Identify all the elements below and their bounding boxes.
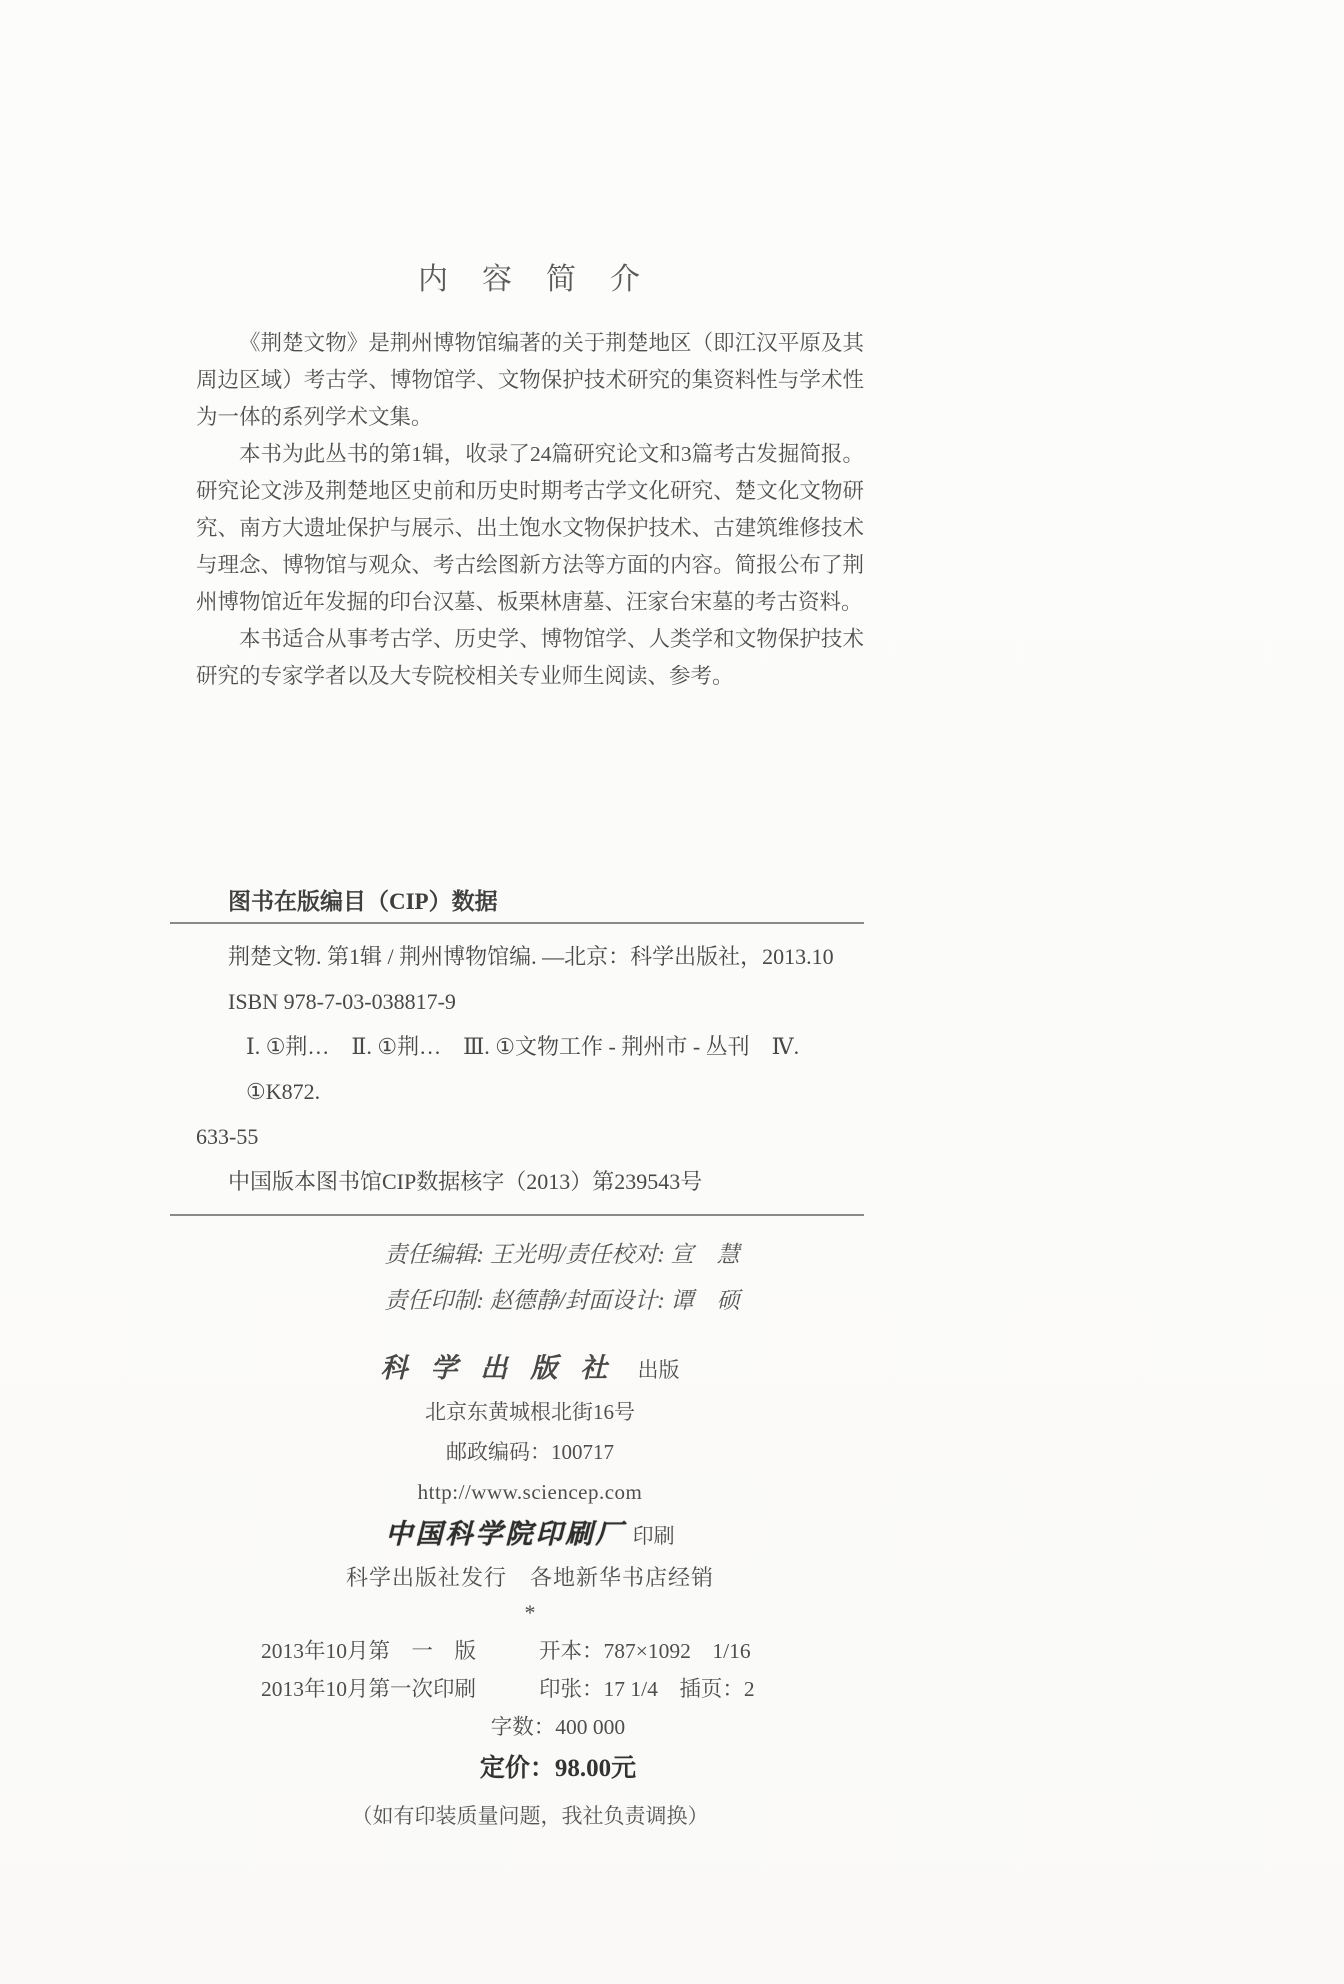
credit-editor-proofreader: 责任编辑: 王光明/责任校对: 宣 慧 bbox=[384, 1242, 740, 1267]
printer-line bbox=[196, 1512, 864, 1558]
publisher-line bbox=[196, 1346, 864, 1392]
cip-classification-line-1: Ⅰ. ①荆… Ⅱ. ①荆… Ⅲ. ①文物工作 - 荆州市 - 丛刊 Ⅳ. ①K872. bbox=[246, 1034, 800, 1104]
cip-classification-line-2: 633-55 bbox=[196, 1124, 259, 1149]
publisher-website: http://www.sciencep.com bbox=[417, 1480, 643, 1504]
cip-block bbox=[196, 887, 864, 1216]
credit-printer-designer: 责任印制: 赵德静/封面设计: 谭 硕 bbox=[384, 1288, 740, 1313]
printer-logotype: 中国科学院印刷厂 bbox=[385, 1519, 626, 1549]
printing-info-block bbox=[196, 1632, 864, 1792]
page-title: 内 容 简 介 bbox=[418, 263, 642, 296]
page-content bbox=[196, 0, 864, 1834]
intro-paragraph-1: 《荆楚文物》是荆州博物馆编著的关于荆楚地区（即江汉平原及其周边区域）考古学、博物馆学、文物保护技术研究的集资料性与学术性为一体的系列学术文集。 bbox=[196, 331, 864, 429]
printing-row-2 bbox=[242, 1670, 864, 1708]
print-label: 印刷 bbox=[632, 1524, 675, 1548]
sheets-info: 印张：17 1/4 插页：2 bbox=[539, 1677, 755, 1701]
cip-record-number: 中国版本图书馆CIP数据核字（2013）第239543号 bbox=[228, 1169, 703, 1194]
format-info: 开本：787×1092 1/16 bbox=[539, 1639, 751, 1663]
cip-divider-top bbox=[170, 922, 864, 924]
quality-note: （如有印装质量问题，我社负责调换） bbox=[351, 1804, 709, 1828]
publisher-address: 北京东黄城根北街16号 bbox=[425, 1400, 635, 1424]
publisher-postal-code: 邮政编码：100717 bbox=[446, 1440, 614, 1464]
word-count: 字数：400 000 bbox=[490, 1715, 626, 1739]
intro-paragraph-3: 本书适合从事考古学、历史学、博物馆学、人类学和文物保护技术研究的专家学者以及大专院校相关专业师生阅读、参考。 bbox=[196, 627, 864, 688]
credits-block bbox=[196, 1232, 864, 1324]
divider-star: * bbox=[524, 1600, 536, 1625]
cip-heading: 图书在版编目（CIP）数据 bbox=[228, 889, 498, 914]
cip-entry-line: 荆楚文物. 第1辑 / 荆州博物馆编. —北京：科学出版社，2013.10 bbox=[228, 944, 834, 969]
intro-paragraph-2: 本书为此丛书的第1辑，收录了24篇研究论文和3篇考古发掘简报。研究论文涉及荆楚地区史前和历史时期考古学文化研究、楚文化文物研究、南方大遗址保护与展示、出土饱水文物保护技术、古建筑维修技术与理念、博物馆与观众、考古绘图新方法等方面的内容。简报公布了荆州博物馆近年发掘的印台汉墓、板栗林唐墓、汪家台宋墓的考古资料。 bbox=[196, 442, 864, 614]
cip-isbn: ISBN 978-7-03-038817-9 bbox=[228, 989, 456, 1014]
distribution-line: 科学出版社发行 各地新华书店经销 bbox=[345, 1565, 714, 1590]
edition-info: 2013年10月第 一 版 bbox=[261, 1639, 477, 1663]
publisher-block bbox=[196, 1346, 864, 1628]
science-press-logotype: 科学出版社 bbox=[380, 1353, 631, 1383]
cip-divider-bottom bbox=[170, 1214, 864, 1216]
publish-label: 出版 bbox=[637, 1358, 680, 1382]
printing-row-1 bbox=[242, 1632, 864, 1670]
price: 定价：98.00元 bbox=[479, 1755, 637, 1782]
impression-info: 2013年10月第一次印刷 bbox=[261, 1677, 477, 1701]
